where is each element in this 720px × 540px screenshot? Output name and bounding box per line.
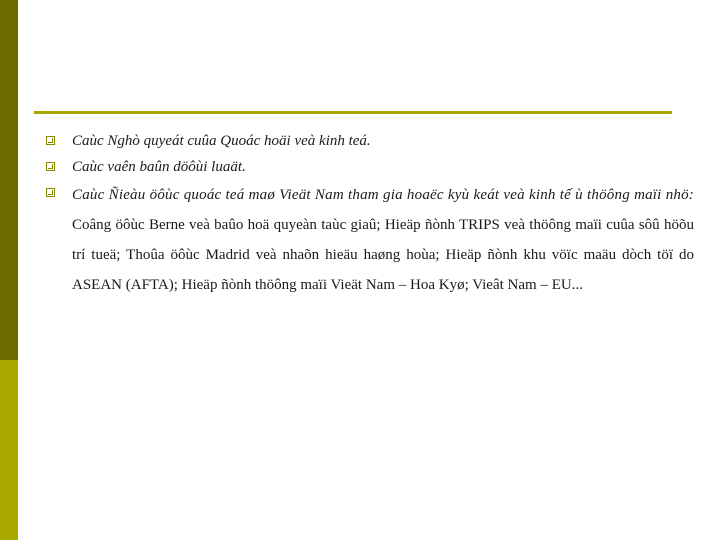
slide-body <box>44 128 694 300</box>
list-item-body-text: Coâng öôùc Berne veà baûo hoä quyeàn taùc giaû; Hieäp ñònh TRIPS veà thöông maïi cuûa sôû höõu trí tueä; Thoûa öôùc Madrid veà nhaõn hieäu haøng hoùa; Hieäp ñònh khu vöïc maäu dòch töï do ASEAN (AFTA); Hieäp ñònh thöông maïi Vieät Nam – Hoa Kyø; Vieât Nam – EU... <box>72 217 694 293</box>
list-item-lead-text: Caùc Ñieàu öôùc quoác teá maø Vieät Nam tham gia hoaëc kyù keát veà kinh tế ù thöông maïi nhö: <box>72 187 694 203</box>
checkbox-bullet-icon <box>46 136 55 145</box>
left-accent-bar-light <box>0 360 18 540</box>
left-accent-bar-dark <box>0 0 18 360</box>
checkbox-bullet-icon <box>46 162 55 171</box>
list-item-text: Caùc vaên baûn döôùi luaät. <box>72 159 246 175</box>
list-item <box>44 128 694 154</box>
title-divider-line <box>34 111 672 114</box>
list-item-text: Caùc Nghò quyeát cuûa Quoác hoäi veà kinh teá. <box>72 133 371 149</box>
checkbox-bullet-icon <box>46 188 55 197</box>
list-item <box>44 154 694 180</box>
list-item <box>44 180 694 300</box>
